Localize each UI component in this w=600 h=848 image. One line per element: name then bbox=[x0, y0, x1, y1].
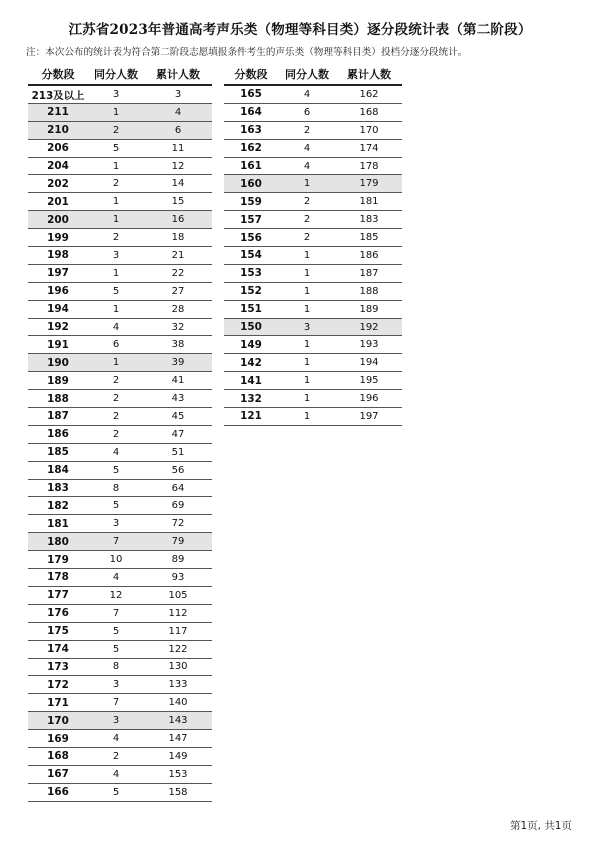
count-cell: 1 bbox=[88, 103, 144, 121]
score-cell: 162 bbox=[224, 139, 278, 157]
cumulative-cell: 4 bbox=[144, 103, 212, 121]
table-row bbox=[28, 765, 212, 783]
table-row bbox=[28, 372, 212, 390]
cumulative-cell: 153 bbox=[144, 765, 212, 783]
cumulative-cell: 27 bbox=[144, 282, 212, 300]
count-cell: 4 bbox=[88, 569, 144, 587]
cumulative-cell: 12 bbox=[144, 157, 212, 175]
count-cell: 2 bbox=[278, 211, 336, 229]
table-row bbox=[28, 730, 212, 748]
cumulative-cell: 117 bbox=[144, 622, 212, 640]
score-cell: 186 bbox=[28, 425, 88, 443]
count-cell: 3 bbox=[88, 676, 144, 694]
score-cell: 213及以上 bbox=[28, 85, 88, 103]
count-cell: 2 bbox=[88, 175, 144, 193]
count-cell: 10 bbox=[88, 551, 144, 569]
table-header-row bbox=[224, 64, 402, 85]
score-cell: 171 bbox=[28, 694, 88, 712]
score-cell: 188 bbox=[28, 390, 88, 408]
cumulative-cell: 179 bbox=[336, 175, 402, 193]
cumulative-cell: 122 bbox=[144, 640, 212, 658]
table-row bbox=[28, 264, 212, 282]
cumulative-cell: 72 bbox=[144, 515, 212, 533]
table-row bbox=[28, 622, 212, 640]
count-cell: 8 bbox=[88, 479, 144, 497]
cumulative-cell: 93 bbox=[144, 569, 212, 587]
table-row bbox=[224, 139, 402, 157]
table-row bbox=[28, 247, 212, 265]
cumulative-cell: 112 bbox=[144, 604, 212, 622]
score-cell: 200 bbox=[28, 211, 88, 229]
cumulative-cell: 192 bbox=[336, 318, 402, 336]
cumulative-cell: 56 bbox=[144, 461, 212, 479]
score-cell: 151 bbox=[224, 300, 278, 318]
cumulative-cell: 149 bbox=[144, 747, 212, 765]
table-row bbox=[28, 390, 212, 408]
header-count: 同分人数 bbox=[88, 64, 144, 85]
table-row bbox=[28, 157, 212, 175]
score-cell: 204 bbox=[28, 157, 88, 175]
count-cell: 2 bbox=[88, 372, 144, 390]
count-cell: 4 bbox=[88, 318, 144, 336]
table-row bbox=[28, 336, 212, 354]
table-row bbox=[28, 193, 212, 211]
cumulative-cell: 189 bbox=[336, 300, 402, 318]
score-cell: 194 bbox=[28, 300, 88, 318]
count-cell: 4 bbox=[278, 157, 336, 175]
score-cell: 189 bbox=[28, 372, 88, 390]
score-cell: 132 bbox=[224, 390, 278, 408]
cumulative-cell: 185 bbox=[336, 229, 402, 247]
cumulative-cell: 22 bbox=[144, 264, 212, 282]
document-title: 江苏省2023年普通高考声乐类（物理等科目类）逐分段统计表（第二阶段） bbox=[68, 22, 532, 38]
count-cell: 2 bbox=[88, 747, 144, 765]
count-cell: 1 bbox=[278, 175, 336, 193]
count-cell: 7 bbox=[88, 694, 144, 712]
score-cell: 166 bbox=[28, 783, 88, 801]
table-row bbox=[224, 211, 402, 229]
count-cell: 1 bbox=[278, 300, 336, 318]
table-row bbox=[28, 443, 212, 461]
cumulative-cell: 16 bbox=[144, 211, 212, 229]
table-row bbox=[28, 747, 212, 765]
score-cell: 211 bbox=[28, 103, 88, 121]
table-row bbox=[28, 551, 212, 569]
count-cell: 1 bbox=[278, 336, 336, 354]
header-cumulative: 累计人数 bbox=[336, 64, 402, 85]
cumulative-cell: 14 bbox=[144, 175, 212, 193]
count-cell: 5 bbox=[88, 282, 144, 300]
count-cell: 2 bbox=[88, 425, 144, 443]
count-cell: 1 bbox=[88, 300, 144, 318]
page-footer: 第1页, 共1页 bbox=[509, 820, 572, 832]
count-cell: 1 bbox=[88, 157, 144, 175]
table-row bbox=[28, 569, 212, 587]
cumulative-cell: 130 bbox=[144, 658, 212, 676]
table-row bbox=[28, 175, 212, 193]
score-cell: 182 bbox=[28, 497, 88, 515]
count-cell: 12 bbox=[88, 586, 144, 604]
cumulative-cell: 105 bbox=[144, 586, 212, 604]
table-row bbox=[28, 712, 212, 730]
table-row bbox=[28, 425, 212, 443]
score-cell: 174 bbox=[28, 640, 88, 658]
table-row bbox=[28, 121, 212, 139]
table-row bbox=[28, 586, 212, 604]
table-row bbox=[224, 282, 402, 300]
table-row bbox=[28, 676, 212, 694]
table-row bbox=[28, 408, 212, 426]
count-cell: 5 bbox=[88, 640, 144, 658]
cumulative-cell: 168 bbox=[336, 103, 402, 121]
count-cell: 2 bbox=[278, 229, 336, 247]
score-cell: 197 bbox=[28, 264, 88, 282]
score-cell: 180 bbox=[28, 533, 88, 551]
score-cell: 184 bbox=[28, 461, 88, 479]
count-cell: 4 bbox=[88, 443, 144, 461]
table-row bbox=[28, 604, 212, 622]
header-score: 分数段 bbox=[224, 64, 278, 85]
table-row bbox=[28, 139, 212, 157]
count-cell: 4 bbox=[278, 85, 336, 103]
count-cell: 6 bbox=[88, 336, 144, 354]
cumulative-cell: 39 bbox=[144, 354, 212, 372]
table-row bbox=[28, 783, 212, 801]
score-cell: 149 bbox=[224, 336, 278, 354]
score-cell: 170 bbox=[28, 712, 88, 730]
score-cell: 121 bbox=[224, 408, 278, 426]
cumulative-cell: 89 bbox=[144, 551, 212, 569]
cumulative-cell: 193 bbox=[336, 336, 402, 354]
score-cell: 192 bbox=[28, 318, 88, 336]
cumulative-cell: 6 bbox=[144, 121, 212, 139]
cumulative-cell: 194 bbox=[336, 354, 402, 372]
cumulative-cell: 174 bbox=[336, 139, 402, 157]
cumulative-cell: 32 bbox=[144, 318, 212, 336]
table-row bbox=[224, 121, 402, 139]
table-row bbox=[224, 408, 402, 426]
score-cell: 168 bbox=[28, 747, 88, 765]
score-cell: 190 bbox=[28, 354, 88, 372]
table-header-row bbox=[28, 64, 212, 85]
cumulative-cell: 43 bbox=[144, 390, 212, 408]
table-row bbox=[28, 694, 212, 712]
table-row bbox=[224, 247, 402, 265]
document-note: 注：本次公布的统计表为符合第二阶段志愿填报条件考生的声乐类（物理等科目类）投档分逐分段统计。 bbox=[26, 47, 468, 58]
score-cell: 173 bbox=[28, 658, 88, 676]
table-row bbox=[28, 479, 212, 497]
cumulative-cell: 197 bbox=[336, 408, 402, 426]
table-row bbox=[224, 264, 402, 282]
cumulative-cell: 187 bbox=[336, 264, 402, 282]
score-table-right bbox=[224, 64, 402, 426]
cumulative-cell: 183 bbox=[336, 211, 402, 229]
count-cell: 1 bbox=[88, 264, 144, 282]
count-cell: 5 bbox=[88, 783, 144, 801]
cumulative-cell: 11 bbox=[144, 139, 212, 157]
cumulative-cell: 181 bbox=[336, 193, 402, 211]
score-cell: 210 bbox=[28, 121, 88, 139]
count-cell: 5 bbox=[88, 139, 144, 157]
count-cell: 4 bbox=[88, 730, 144, 748]
cumulative-cell: 3 bbox=[144, 85, 212, 103]
count-cell: 7 bbox=[88, 533, 144, 551]
score-cell: 150 bbox=[224, 318, 278, 336]
score-cell: 199 bbox=[28, 229, 88, 247]
table-row bbox=[28, 461, 212, 479]
count-cell: 2 bbox=[278, 193, 336, 211]
cumulative-cell: 21 bbox=[144, 247, 212, 265]
count-cell: 2 bbox=[88, 121, 144, 139]
cumulative-cell: 47 bbox=[144, 425, 212, 443]
table-row bbox=[28, 300, 212, 318]
score-cell: 202 bbox=[28, 175, 88, 193]
score-cell: 198 bbox=[28, 247, 88, 265]
cumulative-cell: 51 bbox=[144, 443, 212, 461]
table-row bbox=[28, 658, 212, 676]
table-row bbox=[224, 157, 402, 175]
count-cell: 1 bbox=[278, 372, 336, 390]
count-cell: 7 bbox=[88, 604, 144, 622]
count-cell: 1 bbox=[88, 211, 144, 229]
score-cell: 159 bbox=[224, 193, 278, 211]
count-cell: 2 bbox=[88, 390, 144, 408]
score-cell: 206 bbox=[28, 139, 88, 157]
cumulative-cell: 79 bbox=[144, 533, 212, 551]
cumulative-cell: 158 bbox=[144, 783, 212, 801]
header-cumulative: 累计人数 bbox=[144, 64, 212, 85]
count-cell: 2 bbox=[278, 121, 336, 139]
count-cell: 5 bbox=[88, 497, 144, 515]
table-row bbox=[28, 515, 212, 533]
table-row bbox=[224, 300, 402, 318]
cumulative-cell: 64 bbox=[144, 479, 212, 497]
score-cell: 165 bbox=[224, 85, 278, 103]
cumulative-cell: 178 bbox=[336, 157, 402, 175]
score-cell: 196 bbox=[28, 282, 88, 300]
score-cell: 157 bbox=[224, 211, 278, 229]
score-cell: 160 bbox=[224, 175, 278, 193]
score-cell: 185 bbox=[28, 443, 88, 461]
header-count: 同分人数 bbox=[278, 64, 336, 85]
table-row bbox=[28, 103, 212, 121]
cumulative-cell: 15 bbox=[144, 193, 212, 211]
count-cell: 3 bbox=[278, 318, 336, 336]
cumulative-cell: 41 bbox=[144, 372, 212, 390]
count-cell: 4 bbox=[278, 139, 336, 157]
score-cell: 191 bbox=[28, 336, 88, 354]
count-cell: 1 bbox=[278, 282, 336, 300]
table-row bbox=[224, 336, 402, 354]
cumulative-cell: 143 bbox=[144, 712, 212, 730]
score-cell: 201 bbox=[28, 193, 88, 211]
cumulative-cell: 195 bbox=[336, 372, 402, 390]
cumulative-cell: 45 bbox=[144, 408, 212, 426]
score-cell: 175 bbox=[28, 622, 88, 640]
cumulative-cell: 140 bbox=[144, 694, 212, 712]
count-cell: 3 bbox=[88, 247, 144, 265]
count-cell: 2 bbox=[88, 229, 144, 247]
score-cell: 153 bbox=[224, 264, 278, 282]
table-row bbox=[28, 354, 212, 372]
cumulative-cell: 196 bbox=[336, 390, 402, 408]
cumulative-cell: 18 bbox=[144, 229, 212, 247]
table-row bbox=[28, 282, 212, 300]
table-row bbox=[224, 318, 402, 336]
table-row bbox=[224, 372, 402, 390]
table-row bbox=[224, 229, 402, 247]
count-cell: 6 bbox=[278, 103, 336, 121]
count-cell: 1 bbox=[278, 390, 336, 408]
score-cell: 163 bbox=[224, 121, 278, 139]
score-cell: 167 bbox=[28, 765, 88, 783]
score-table-left bbox=[28, 64, 212, 802]
count-cell: 1 bbox=[278, 408, 336, 426]
table-row bbox=[224, 175, 402, 193]
cumulative-cell: 188 bbox=[336, 282, 402, 300]
cumulative-cell: 147 bbox=[144, 730, 212, 748]
score-cell: 142 bbox=[224, 354, 278, 372]
count-cell: 2 bbox=[88, 408, 144, 426]
cumulative-cell: 162 bbox=[336, 85, 402, 103]
count-cell: 1 bbox=[278, 247, 336, 265]
table-row bbox=[224, 193, 402, 211]
score-cell: 176 bbox=[28, 604, 88, 622]
score-cell: 169 bbox=[28, 730, 88, 748]
score-cell: 178 bbox=[28, 569, 88, 587]
count-cell: 8 bbox=[88, 658, 144, 676]
table-row bbox=[224, 354, 402, 372]
score-cell: 141 bbox=[224, 372, 278, 390]
table-row bbox=[28, 211, 212, 229]
header-score: 分数段 bbox=[28, 64, 88, 85]
score-cell: 181 bbox=[28, 515, 88, 533]
cumulative-cell: 38 bbox=[144, 336, 212, 354]
count-cell: 5 bbox=[88, 622, 144, 640]
score-cell: 156 bbox=[224, 229, 278, 247]
table-row bbox=[224, 103, 402, 121]
cumulative-cell: 170 bbox=[336, 121, 402, 139]
score-cell: 154 bbox=[224, 247, 278, 265]
count-cell: 1 bbox=[88, 354, 144, 372]
score-cell: 161 bbox=[224, 157, 278, 175]
count-cell: 1 bbox=[278, 354, 336, 372]
table-row bbox=[28, 318, 212, 336]
count-cell: 5 bbox=[88, 461, 144, 479]
score-cell: 172 bbox=[28, 676, 88, 694]
table-row bbox=[28, 229, 212, 247]
table-row bbox=[224, 390, 402, 408]
score-cell: 183 bbox=[28, 479, 88, 497]
score-cell: 179 bbox=[28, 551, 88, 569]
table-row bbox=[28, 85, 212, 103]
table-row bbox=[28, 533, 212, 551]
table-row bbox=[28, 497, 212, 515]
count-cell: 3 bbox=[88, 712, 144, 730]
cumulative-cell: 133 bbox=[144, 676, 212, 694]
table-row bbox=[28, 640, 212, 658]
count-cell: 1 bbox=[278, 264, 336, 282]
cumulative-cell: 69 bbox=[144, 497, 212, 515]
count-cell: 4 bbox=[88, 765, 144, 783]
count-cell: 3 bbox=[88, 515, 144, 533]
table-row bbox=[224, 85, 402, 103]
cumulative-cell: 186 bbox=[336, 247, 402, 265]
count-cell: 1 bbox=[88, 193, 144, 211]
score-cell: 187 bbox=[28, 408, 88, 426]
score-cell: 164 bbox=[224, 103, 278, 121]
score-cell: 177 bbox=[28, 586, 88, 604]
cumulative-cell: 28 bbox=[144, 300, 212, 318]
count-cell: 3 bbox=[88, 85, 144, 103]
score-cell: 152 bbox=[224, 282, 278, 300]
